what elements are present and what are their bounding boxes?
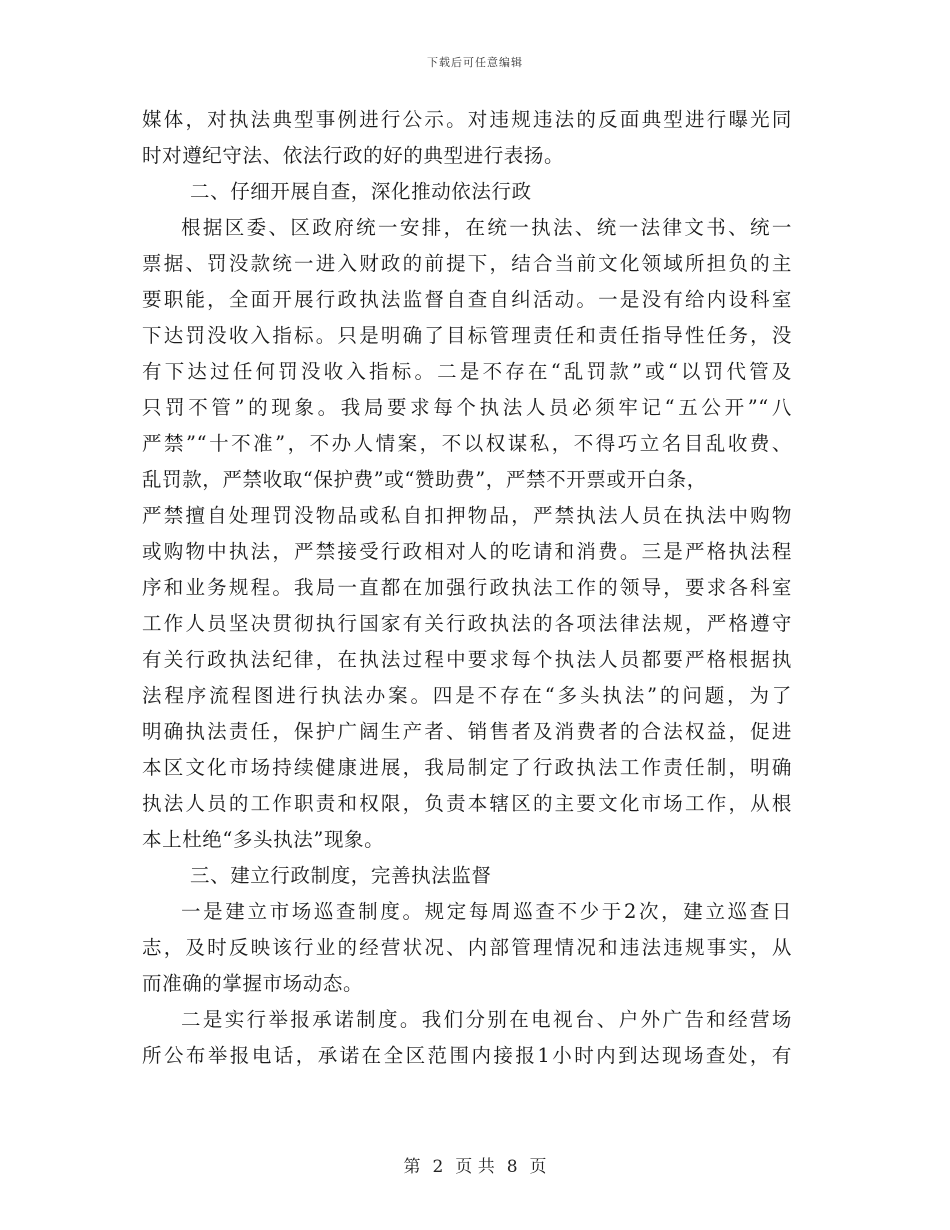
text-line: 序和业务规程。我局一直都在加强行政执法工作的领导，要求各科室 xyxy=(142,576,792,599)
text-line: 一是建立市场巡查制度。规定每周巡查不少于2次，建立巡查日 xyxy=(181,900,792,923)
text-line: 志，及时反映该行业的经营状况、内部管理情况和违法违规事实，从 xyxy=(142,936,792,959)
text-line: 时对遵纪守法、依法行政的好的典型进行表扬。 xyxy=(142,144,565,167)
section-heading: 二、仔细开展自查，深化推动依法行政 xyxy=(190,180,532,203)
page-suffix: 页 xyxy=(529,1157,547,1177)
page-total: 8 xyxy=(506,1157,518,1177)
text-line: 乱罚款，严禁收取“保护费”或“赞助费”，严禁不开票或开白条， xyxy=(142,468,707,491)
text-line: 只罚不管”的现象。我局要求每个执法人员必须牢记“五公开”“八 xyxy=(142,396,792,419)
text-line: 法程序流程图进行执法办案。四是不存在“多头执法”的问题，为了 xyxy=(142,684,792,707)
page-total-label: 页 共 xyxy=(455,1157,495,1177)
text-line: 严禁”“十不准”，不办人情案，不以权谋私，不得巧立名目乱收费、 xyxy=(142,432,792,455)
section-heading: 三、建立行政制度，完善执法监督 xyxy=(190,864,492,887)
text-line: 有关行政执法纪律，在执法过程中要求每个执法人员都要严格根据执 xyxy=(142,648,792,671)
text-line: 要职能，全面开展行政执法监督自查自纠活动。一是没有给内设科室 xyxy=(142,288,792,311)
text-line: 根据区委、区政府统一安排，在统一执法、统一法律文书、统一 xyxy=(181,216,792,239)
text-line: 二是实行举报承诺制度。我们分别在电视台、户外广告和经营场 xyxy=(181,1008,792,1031)
text-line: 执法人员的工作职责和权限，负责本辖区的主要文化市场工作，从根 xyxy=(142,792,792,815)
text-line: 工作人员坚决贯彻执行国家有关行政执法的各项法律法规，严格遵守 xyxy=(142,612,792,635)
document-body xyxy=(142,102,792,1074)
text-line: 有下达过任何罚没收入指标。二是不存在“乱罚款”或“以罚代管及 xyxy=(142,360,792,383)
page-number: 2 xyxy=(432,1157,444,1177)
text-line: 而准确的掌握市场动态。 xyxy=(142,972,364,995)
text-line: 本上杜绝“多头执法”现象。 xyxy=(142,828,385,851)
text-line: 明确执法责任，保护广阔生产者、销售者及消费者的合法权益，促进 xyxy=(142,720,792,743)
text-line: 或购物中执法，严禁接受行政相对人的吃请和消费。三是严格执法程 xyxy=(142,540,792,563)
page-header: 下载后可任意编辑 xyxy=(427,56,523,69)
page-footer xyxy=(0,1152,950,1177)
text-line: 所公布举报电话，承诺在全区范围内接报1小时内到达现场查处，有 xyxy=(142,1044,792,1067)
page-label: 第 xyxy=(403,1157,421,1177)
text-line: 严禁擅自处理罚没物品或私自扣押物品，严禁执法人员在执法中购物 xyxy=(142,504,792,527)
text-line: 下达罚没收入指标。只是明确了目标管理责任和责任指导性任务，没 xyxy=(142,324,792,347)
text-line: 媒体，对执法典型事例进行公示。对违规违法的反面典型进行曝光同 xyxy=(142,108,792,131)
text-line: 票据、罚没款统一进入财政的前提下，结合当前文化领域所担负的主 xyxy=(142,252,792,275)
text-line: 本区文化市场持续健康进展，我局制定了行政执法工作责任制，明确 xyxy=(142,756,792,779)
